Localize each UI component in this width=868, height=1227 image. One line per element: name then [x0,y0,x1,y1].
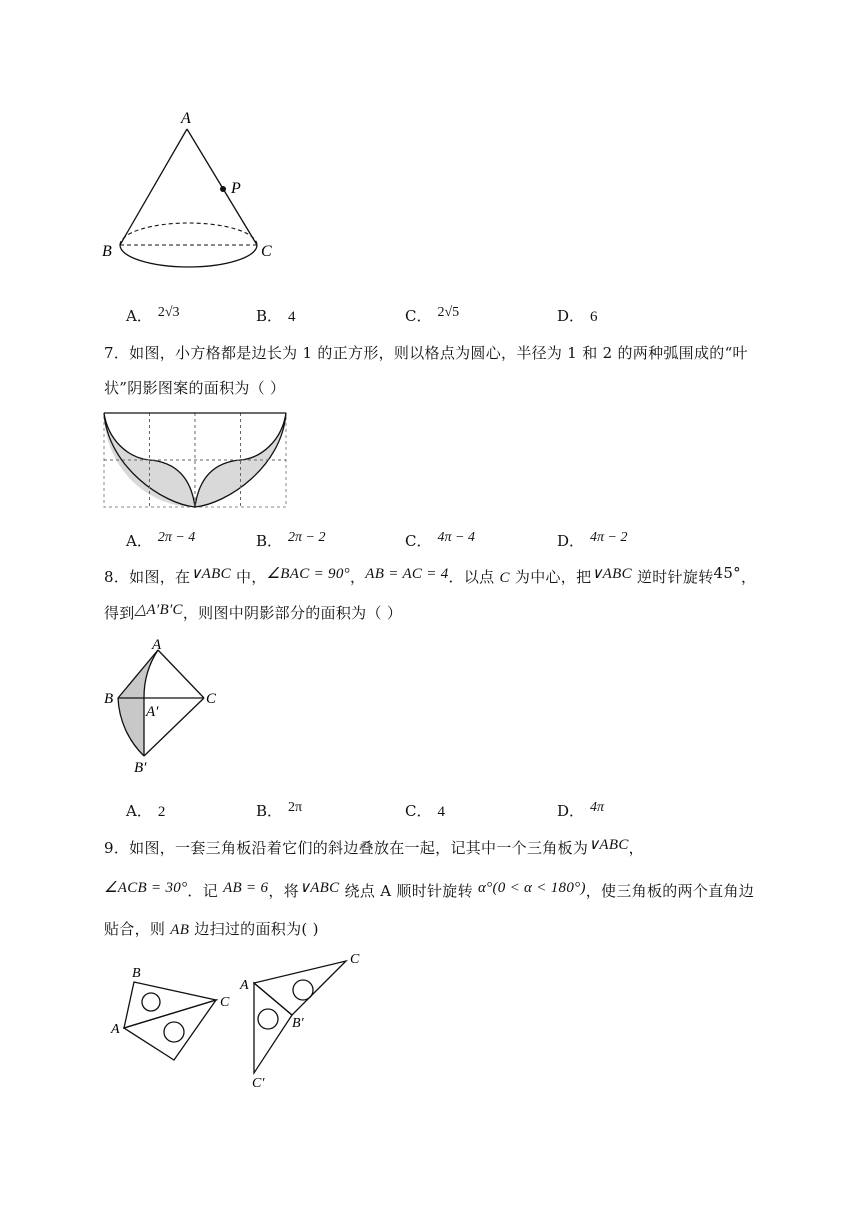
label-b-prime: B′ [134,760,147,776]
q6-cone-figure [95,105,295,275]
label-p: P [231,180,241,197]
q6-option-a: A． 2√3 [126,305,180,325]
label-a-prime: A′ [146,704,159,720]
q6-option-d: D． 6 [557,307,598,325]
label-a: A [181,110,191,127]
q7-option-b: B． 2π − 2 [256,530,326,550]
label-b: B [104,691,114,707]
cone-base-front [120,245,257,267]
q8-option-d: D． 4π [557,800,605,820]
q7-option-c: C． 4π − 4 [405,530,475,550]
q7-leaf-figure [103,412,287,508]
label-c: C [261,243,272,260]
q9-text-line2: ∠ACB = 30°．记 AB = 6，将∨ABC 绕点 A 顺时针旋转 α°(0 < α < 180°)，使三角板的两个直角边 [104,880,755,900]
q8-option-c: C． 4 [405,802,445,820]
q6-option-b: B． 4 [256,307,296,325]
q8-text-line1: 8．如图，在∨ABC 中，∠BAC = 90°，AB = AC = 4．以点 C 为中心，把∨ABC 逆时针旋转45°， [104,564,757,586]
label-c: C [350,952,360,967]
shaded-region [118,698,144,756]
label-a: A [152,637,162,653]
q8-option-b: B． 2π [256,800,303,820]
label-b-prime: B′ [292,1016,304,1031]
q6-option-c: C． 2√5 [405,305,460,325]
q8-option-a: A． 2 [126,802,166,820]
q7-option-a: A． 2π − 4 [126,530,196,550]
q8-text-line2: 得到△A′B′C，则图中阴影部分的面积为（ ） [104,602,403,622]
cone-edge-ab [120,129,187,245]
q8-rotation-figure [100,637,225,780]
label-b: B [102,243,112,260]
label-c: C [206,691,217,707]
label-b: B [132,966,141,981]
q7-text-line2: 状”阴影图案的面积为（ ） [104,379,286,397]
q9-right-triangles-figure [236,945,376,1090]
q9-left-triangles-figure [108,960,238,1070]
q7-text-line1: 7．如图，小方格都是边长为 1 的正方形，则以格点为圆心，半径为 1 和 2 的两种弧围成的“叶 [104,344,748,362]
q7-option-d: D． 4π − 2 [557,530,628,550]
q9-text-line1: 9．如图，一套三角板沿着它们的斜边叠放在一起，记其中一个三角板为∨ABC， [104,837,644,857]
label-a: A [240,978,249,993]
cone-base-back [120,223,257,245]
point-p [220,186,226,192]
q9-text-line3: 贴合，则 AB 边扫过的面积为( ) [104,920,319,938]
label-c: C [220,995,230,1010]
label-a: A [111,1022,120,1037]
label-c-prime: C′ [252,1076,265,1091]
